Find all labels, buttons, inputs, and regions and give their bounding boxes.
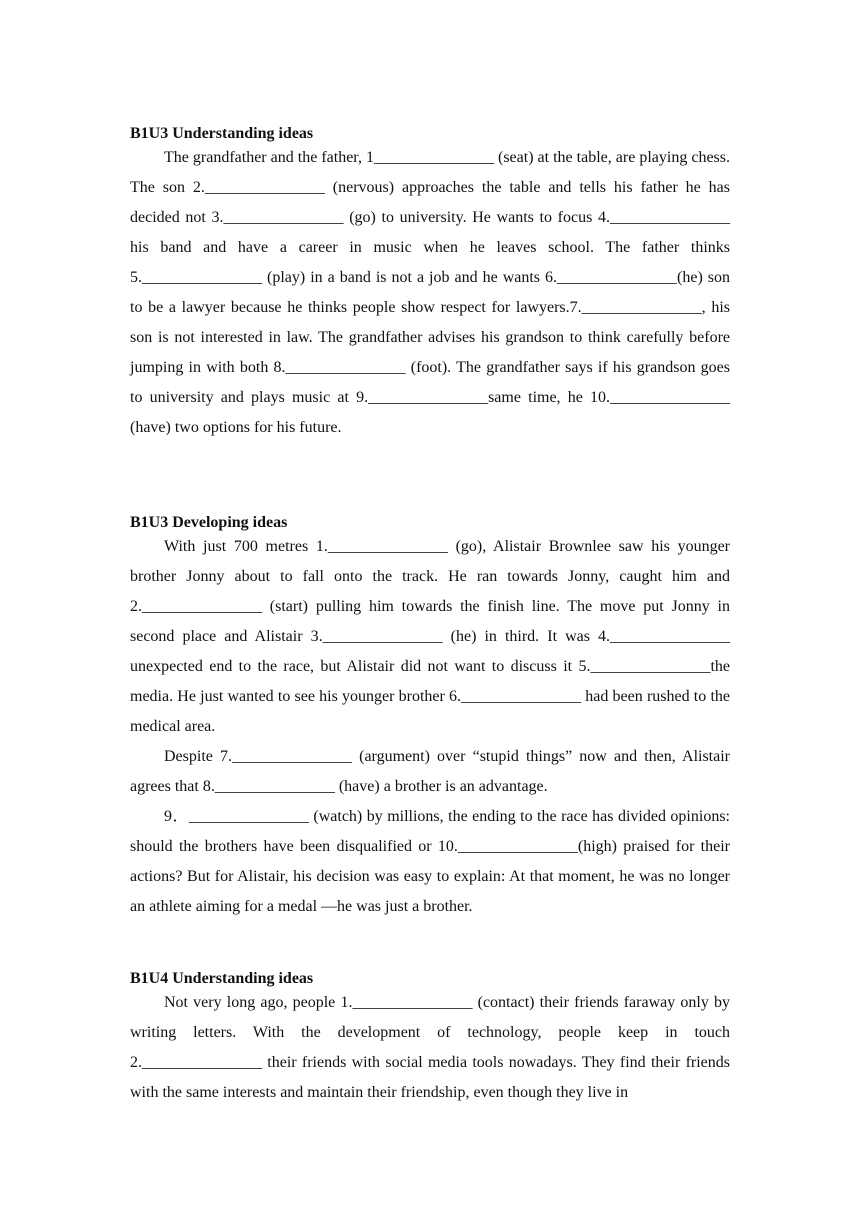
section-paragraph: 9．_______________ (watch) by millions, the ending to the race has divided opinions: should the brothers have been disqualified or 10._______________(high) praised for their actions? But for Alistair, his decision was easy to explain: At that moment, he was no longer an athlete aiming for a medal —he was just a brother. (130, 808, 730, 915)
section-heading: B1U3 Understanding ideas (130, 125, 314, 142)
section-b1u3-developing-ideas (130, 514, 730, 922)
section-b1u4-understanding-ideas (130, 970, 730, 1108)
section-paragraph: Not very long ago, people 1._______________ (contact) their friends faraway only by writing letters. With the development of technology, people keep in touch 2._______________ their friends with social media tools nowadays. They find their friends with the same interests and maintain their friendship, even though they live in (130, 994, 730, 1101)
section-paragraph: With just 700 metres 1._______________ (go), Alistair Brownlee saw his younger brother Jonny about to fall onto the track. He ran towards Jonny, caught him and 2._______________ (start) pulling him towards the finish line. The move put Jonny in second place and Alistair 3._______________ (he) in third. It was 4._______________ unexpected end to the race, but Alistair did not want to discuss it 5._______________the media. He just wanted to see his younger brother 6._______________ had been rushed to the medical area. (130, 538, 730, 735)
section-paragraph: Despite 7._______________ (argument) over “stupid things” now and then, Alistair agrees that 8._______________ (have) a brother is an advantage. (130, 748, 730, 795)
section-b1u3-understanding-ideas (130, 125, 730, 443)
section-heading: B1U3 Developing ideas (130, 514, 288, 531)
section-heading: B1U4 Understanding ideas (130, 970, 314, 987)
section-paragraph: The grandfather and the father, 1_______________ (seat) at the table, are playing chess. The son 2._______________ (nervous) approaches the table and tells his father he has decided not 3._______________ (go) to university. He wants to focus 4._______________ his band and have a career in music when he leaves school. The father thinks 5._______________ (play) in a band is not a job and he wants 6._______________(he) son to be a lawyer because he thinks people show respect for lawyers.7._______________, his son is not interested in law. The grandfather advises his grandson to think carefully before jumping in with both 8._______________ (foot). The grandfather says if his grandson goes to university and plays music at 9._______________same time, he 10._______________ (have) two options for his future. (130, 149, 730, 436)
